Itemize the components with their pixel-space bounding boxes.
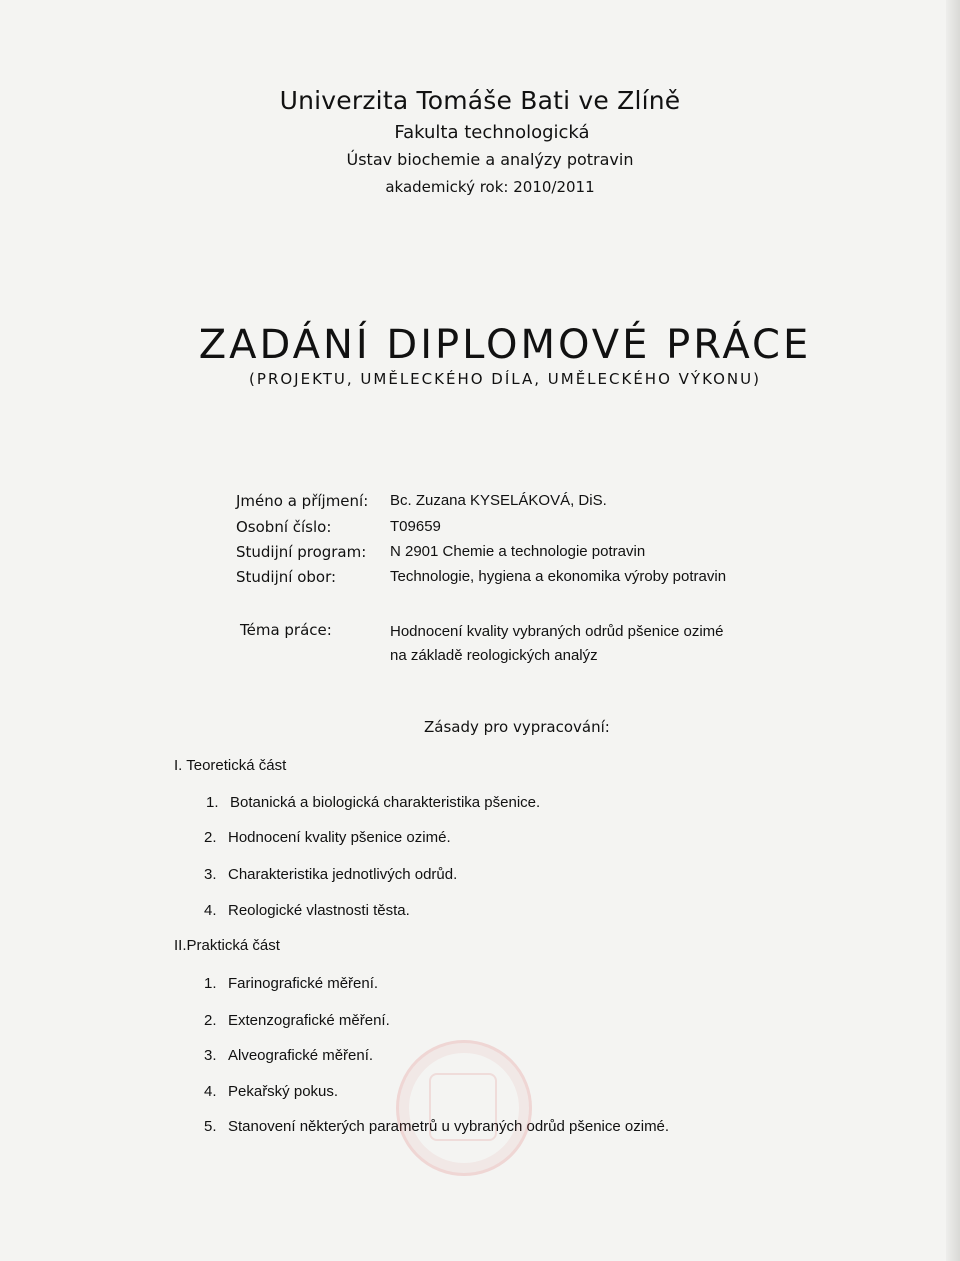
document-title: ZADÁNÍ DIPLOMOVÉ PRÁCE bbox=[198, 322, 812, 368]
list-item-text: Farinografické měření. bbox=[228, 975, 379, 992]
list-item bbox=[204, 866, 457, 883]
list-item bbox=[204, 1047, 373, 1064]
list-item bbox=[204, 902, 410, 919]
id-label: Osobní číslo: bbox=[236, 518, 332, 536]
list-item-number: 5. bbox=[204, 1118, 217, 1135]
document-subtitle: (PROJEKTU, UMĚLECKÉHO DÍLA, UMĚLECKÉHO VÝKONU) bbox=[249, 370, 761, 388]
list-item bbox=[204, 829, 451, 846]
list-item-text: Hodnocení kvality pšenice ozimé. bbox=[228, 829, 451, 846]
list-item-number: 3. bbox=[204, 866, 217, 883]
name-value: Bc. Zuzana KYSELÁKOVÁ, DiS. bbox=[390, 492, 607, 509]
list-item-number: 1. bbox=[206, 794, 219, 811]
list-item-text: Pekařský pokus. bbox=[228, 1083, 339, 1100]
principles-heading: Zásady pro vypracování: bbox=[424, 718, 610, 736]
list-item-text: Charakteristika jednotlivých odrůd. bbox=[228, 866, 458, 883]
list-item-number: 2. bbox=[204, 1012, 217, 1029]
stamp-emblem bbox=[429, 1073, 497, 1141]
topic-line-1: Hodnocení kvality vybraných odrůd pšenice ozimé bbox=[390, 623, 724, 640]
list-item bbox=[204, 975, 378, 992]
institute-name: Ústav biochemie a analýzy potravin bbox=[346, 150, 634, 169]
topic-label: Téma práce: bbox=[240, 621, 332, 639]
field-label: Studijní obor: bbox=[236, 568, 337, 586]
list-item bbox=[206, 794, 540, 811]
list-item-text: Botanická a biologická charakteristika pšenice. bbox=[230, 794, 541, 811]
practice-heading: II.Praktická část bbox=[174, 937, 280, 954]
list-item-text: Alveografické měření. bbox=[228, 1047, 374, 1064]
list-item-number: 4. bbox=[204, 902, 217, 919]
list-item-text: Stanovení některých parametrů u vybraných odrůd pšenice ozimé. bbox=[228, 1118, 670, 1135]
university-name: Univerzita Tomáše Bati ve Zlíně bbox=[279, 86, 681, 115]
faint-stamp bbox=[396, 1040, 532, 1176]
program-label: Studijní program: bbox=[236, 543, 367, 561]
id-value: T09659 bbox=[390, 518, 441, 535]
list-item bbox=[204, 1012, 390, 1029]
program-value: N 2901 Chemie a technologie potravin bbox=[390, 543, 646, 560]
topic-value bbox=[390, 620, 724, 668]
academic-year: akademický rok: 2010/2011 bbox=[385, 178, 595, 196]
list-item bbox=[204, 1083, 338, 1100]
list-item-text: Extenzografické měření. bbox=[228, 1012, 390, 1029]
list-item-number: 1. bbox=[204, 975, 217, 992]
theory-heading: I. Teoretická část bbox=[174, 757, 287, 774]
list-item-number: 3. bbox=[204, 1047, 217, 1064]
name-label: Jméno a příjmení: bbox=[236, 492, 369, 510]
list-item-text: Reologické vlastnosti těsta. bbox=[228, 902, 410, 919]
list-item-number: 2. bbox=[204, 829, 217, 846]
field-value: Technologie, hygiena a ekonomika výroby potravin bbox=[390, 568, 727, 585]
list-item-number: 4. bbox=[204, 1083, 217, 1100]
faculty-name: Fakulta technologická bbox=[394, 122, 590, 143]
topic-line-2: na základě reologických analýz bbox=[390, 647, 598, 664]
